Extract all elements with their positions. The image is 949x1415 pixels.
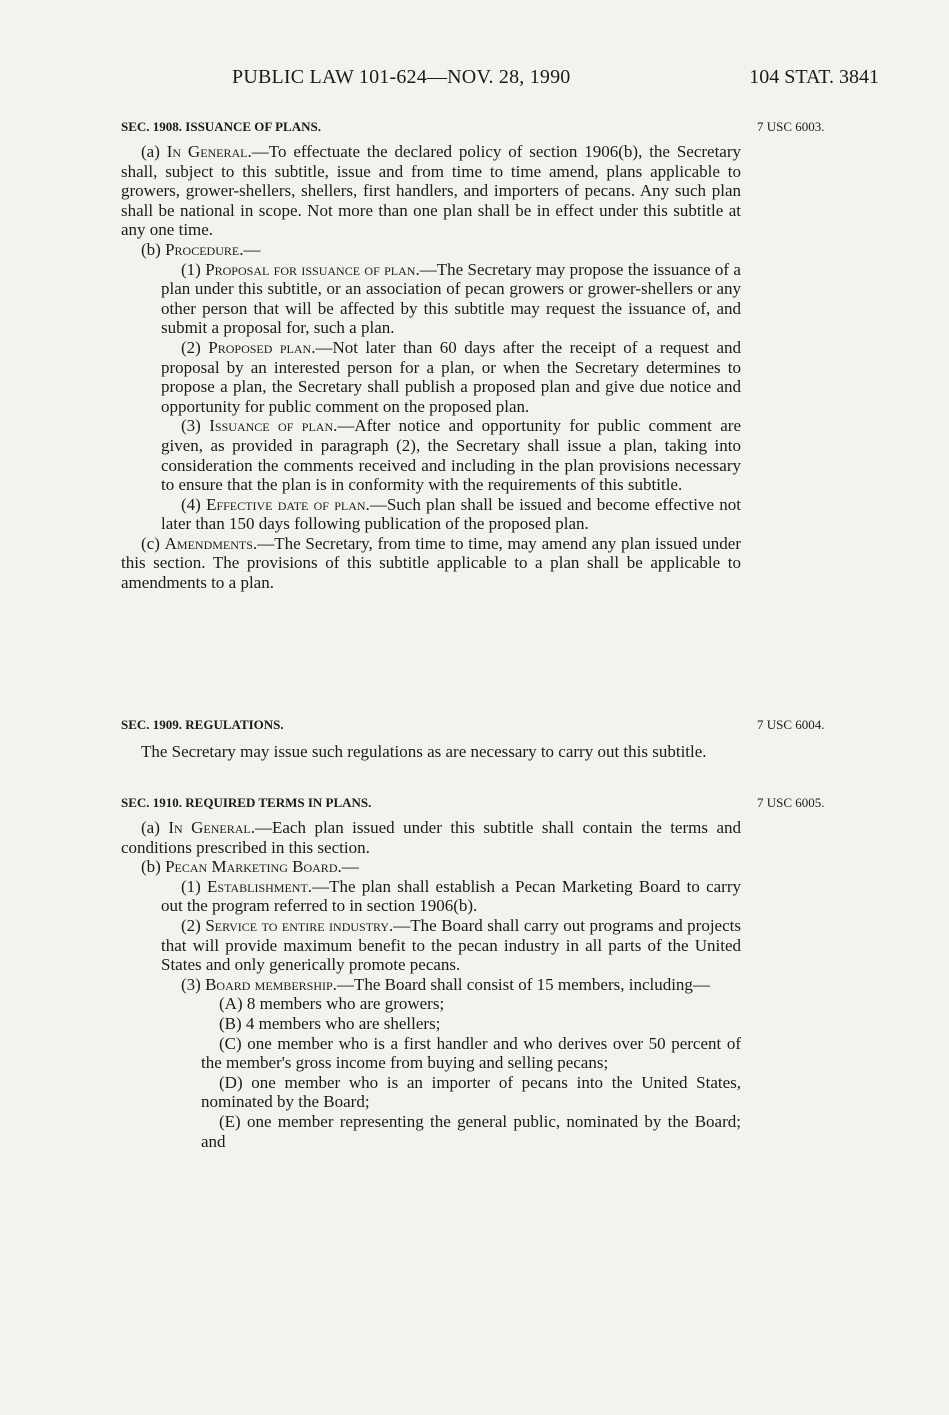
paragraph-1908-b: (b) Procedure.— — [141, 239, 261, 259]
page-header-title: PUBLIC LAW 101-624—NOV. 28, 1990 — [232, 66, 571, 88]
paragraph-1908-b1: (1) Proposal for issuance of plan.—The Secretary may propose the issuance of a plan under this subtitle, or an association of pecan growers or grower-shellers or any other person that will be affected by this subtitle may request the issuance of, and submit a proposal for, such a plan. — [161, 259, 741, 338]
section-1910-heading: SEC. 1910. REQUIRED TERMS IN PLANS. — [121, 795, 372, 810]
paragraph-1910-b3-B: (B) 4 members who are shellers; — [219, 1013, 441, 1033]
paragraph-1910-b3: (3) Board membership.—The Board shall consist of 15 members, including— — [181, 974, 710, 994]
paragraph-1910-b3-A: (A) 8 members who are growers; — [219, 994, 445, 1014]
section-1910-body — [121, 818, 741, 1151]
paragraph-1910-b3-E: (E) one member representing the general public, nominated by the Board; and — [201, 1111, 741, 1151]
paragraph-1910-b2: (2) Service to entire industry.—The Board shall carry out programs and projects that will provide maximum benefit to the pecan industry in all parts of the United States and only generically promote pecans. — [161, 915, 741, 975]
section-1910-margin-note: 7 USC 6005. — [757, 795, 825, 810]
paragraph-1908-b2: (2) Proposed plan.—Not later than 60 days after the receipt of a request and proposal by an interested person for a plan, or when the Secretary determines to propose a plan, the Secretary shall publish a proposed plan and give due notice and opportunity for public comment on the proposed plan. — [161, 337, 741, 416]
section-1909-body — [121, 742, 741, 762]
section-1908-heading: SEC. 1908. ISSUANCE OF PLANS. — [121, 119, 321, 134]
paragraph-1910-b: (b) Pecan Marketing Board.— — [141, 857, 359, 877]
section-1908-margin-note: 7 USC 6003. — [757, 119, 825, 134]
paragraph-1908-b4: (4) Effective date of plan.—Such plan shall be issued and become effective not later than 150 days following publication of the proposed plan. — [161, 494, 741, 534]
paragraph-1910-b3-D: (D) one member who is an importer of pecans into the United States, nominated by the Board; — [201, 1072, 741, 1112]
paragraph-1909: The Secretary may issue such regulations as are necessary to carry out this subtitle. — [141, 742, 707, 761]
paragraph-1910-b3-C: (C) one member who is a first handler and who derives over 50 percent of the member's gross income from buying and selling pecans; — [201, 1033, 741, 1073]
section-1909-heading: SEC. 1909. REGULATIONS. — [121, 717, 284, 732]
section-1908-body — [121, 142, 741, 593]
paragraph-1910-a: (a) In General.—Each plan issued under this subtitle shall contain the terms and conditions prescribed in this section. — [121, 818, 741, 857]
paragraph-1910-b1: (1) Establishment.—The plan shall establish a Pecan Marketing Board to carry out the program referred to in section 1906(b). — [161, 876, 741, 916]
section-1909-margin-note: 7 USC 6004. — [757, 717, 825, 732]
paragraph-1908-c: (c) Amendments.—The Secretary, from time to time, may amend any plan issued under this section. The provisions of this subtitle applicable to a plan shall be applicable to amendments to a plan. — [121, 533, 742, 593]
page-header-stat: 104 STAT. 3841 — [749, 66, 879, 88]
paragraph-1908-a: (a) In General.—To effectuate the declared policy of section 1906(b), the Secretary shall, subject to this subtitle, issue and from time to time amend, plans applicable to growers, grower-shellers, shellers, first handlers, and importers of pecans. Any such plan shall be national in scope. Not more than one plan shall be in effect under this subtitle at any one time. — [121, 142, 742, 240]
paragraph-1908-b3: (3) Issuance of plan.—After notice and opportunity for public comment are given, as provided in paragraph (2), the Secretary shall issue a plan, taking into consideration the comments received and including in the plan provisions necessary to ensure that the plan is in conformity with the requirements of this subtitle. — [161, 416, 741, 495]
